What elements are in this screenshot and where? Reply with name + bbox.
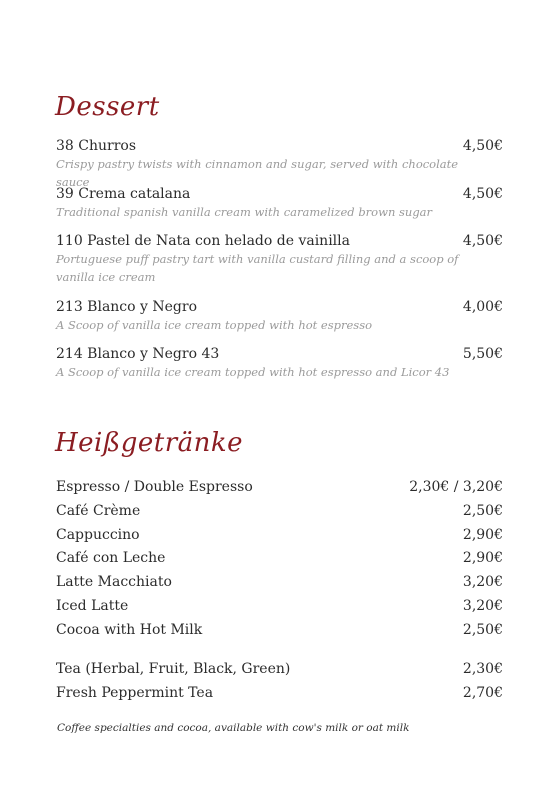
drink-price: 2,50€ — [462, 622, 503, 638]
drink-price: 2,90€ — [462, 527, 503, 543]
drink-price: 2,70€ — [462, 685, 503, 701]
drink-item — [56, 526, 503, 544]
drink-item — [56, 684, 503, 702]
drink-item — [56, 621, 503, 639]
drink-name: Tea (Herbal, Fruit, Black, Green) — [56, 661, 291, 677]
drink-price: 2,90€ — [462, 550, 503, 566]
drink-item — [56, 573, 503, 591]
item-name: 38 Churros — [56, 138, 137, 154]
item-description: Portuguese puff pastry tart with vanilla custard filling and a scoop of vanilla ice cream — [56, 252, 459, 284]
drink-name: Cocoa with Hot Milk — [56, 622, 203, 638]
drink-name: Café con Leche — [56, 550, 166, 566]
drink-item — [56, 478, 503, 496]
menu-item — [56, 185, 503, 221]
dessert-title: Dessert — [55, 92, 160, 122]
item-price: 4,50€ — [462, 233, 503, 249]
item-price: 4,50€ — [462, 138, 503, 154]
item-description: A Scoop of vanilla ice cream topped with hot espresso — [56, 318, 373, 332]
menu-item — [56, 298, 503, 334]
item-price: 4,00€ — [462, 299, 503, 315]
hot-drinks-title: Heißgetränke — [55, 428, 244, 458]
drink-name: Fresh Peppermint Tea — [56, 685, 214, 701]
item-description: Traditional spanish vanilla cream with caramelized brown sugar — [56, 205, 433, 219]
drink-item — [56, 660, 503, 678]
item-name: 213 Blanco y Negro — [56, 299, 197, 315]
item-name: 39 Crema catalana — [56, 186, 191, 202]
drink-name: Café Crème — [56, 503, 141, 519]
drink-price: 2,50€ — [462, 503, 503, 519]
drink-price: 2,30€ — [462, 661, 503, 677]
drink-price: 2,30€ / 3,20€ — [409, 479, 503, 495]
drink-name: Iced Latte — [56, 598, 129, 614]
item-price: 5,50€ — [462, 346, 503, 362]
menu-item — [56, 232, 503, 286]
drink-name: Latte Macchiato — [56, 574, 172, 590]
drink-name: Espresso / Double Espresso — [56, 479, 253, 495]
drink-item — [56, 597, 503, 615]
item-description: Crispy pastry twists with cinnamon and sugar, served with chocolate sauce — [56, 157, 459, 189]
footnote: Coffee specialties and cocoa, available with cow's milk or oat milk — [57, 722, 410, 734]
drink-price: 3,20€ — [462, 598, 503, 614]
item-price: 4,50€ — [462, 186, 503, 202]
menu-item — [56, 137, 503, 191]
drink-name: Cappuccino — [56, 527, 140, 543]
menu-item — [56, 345, 503, 381]
item-name: 110 Pastel de Nata con helado de vainilla — [56, 233, 350, 249]
item-description: A Scoop of vanilla ice cream topped with hot espresso and Licor 43 — [56, 365, 450, 379]
drink-price: 3,20€ — [462, 574, 503, 590]
drink-item — [56, 502, 503, 520]
drink-item — [56, 549, 503, 567]
item-name: 214 Blanco y Negro 43 — [56, 346, 220, 362]
